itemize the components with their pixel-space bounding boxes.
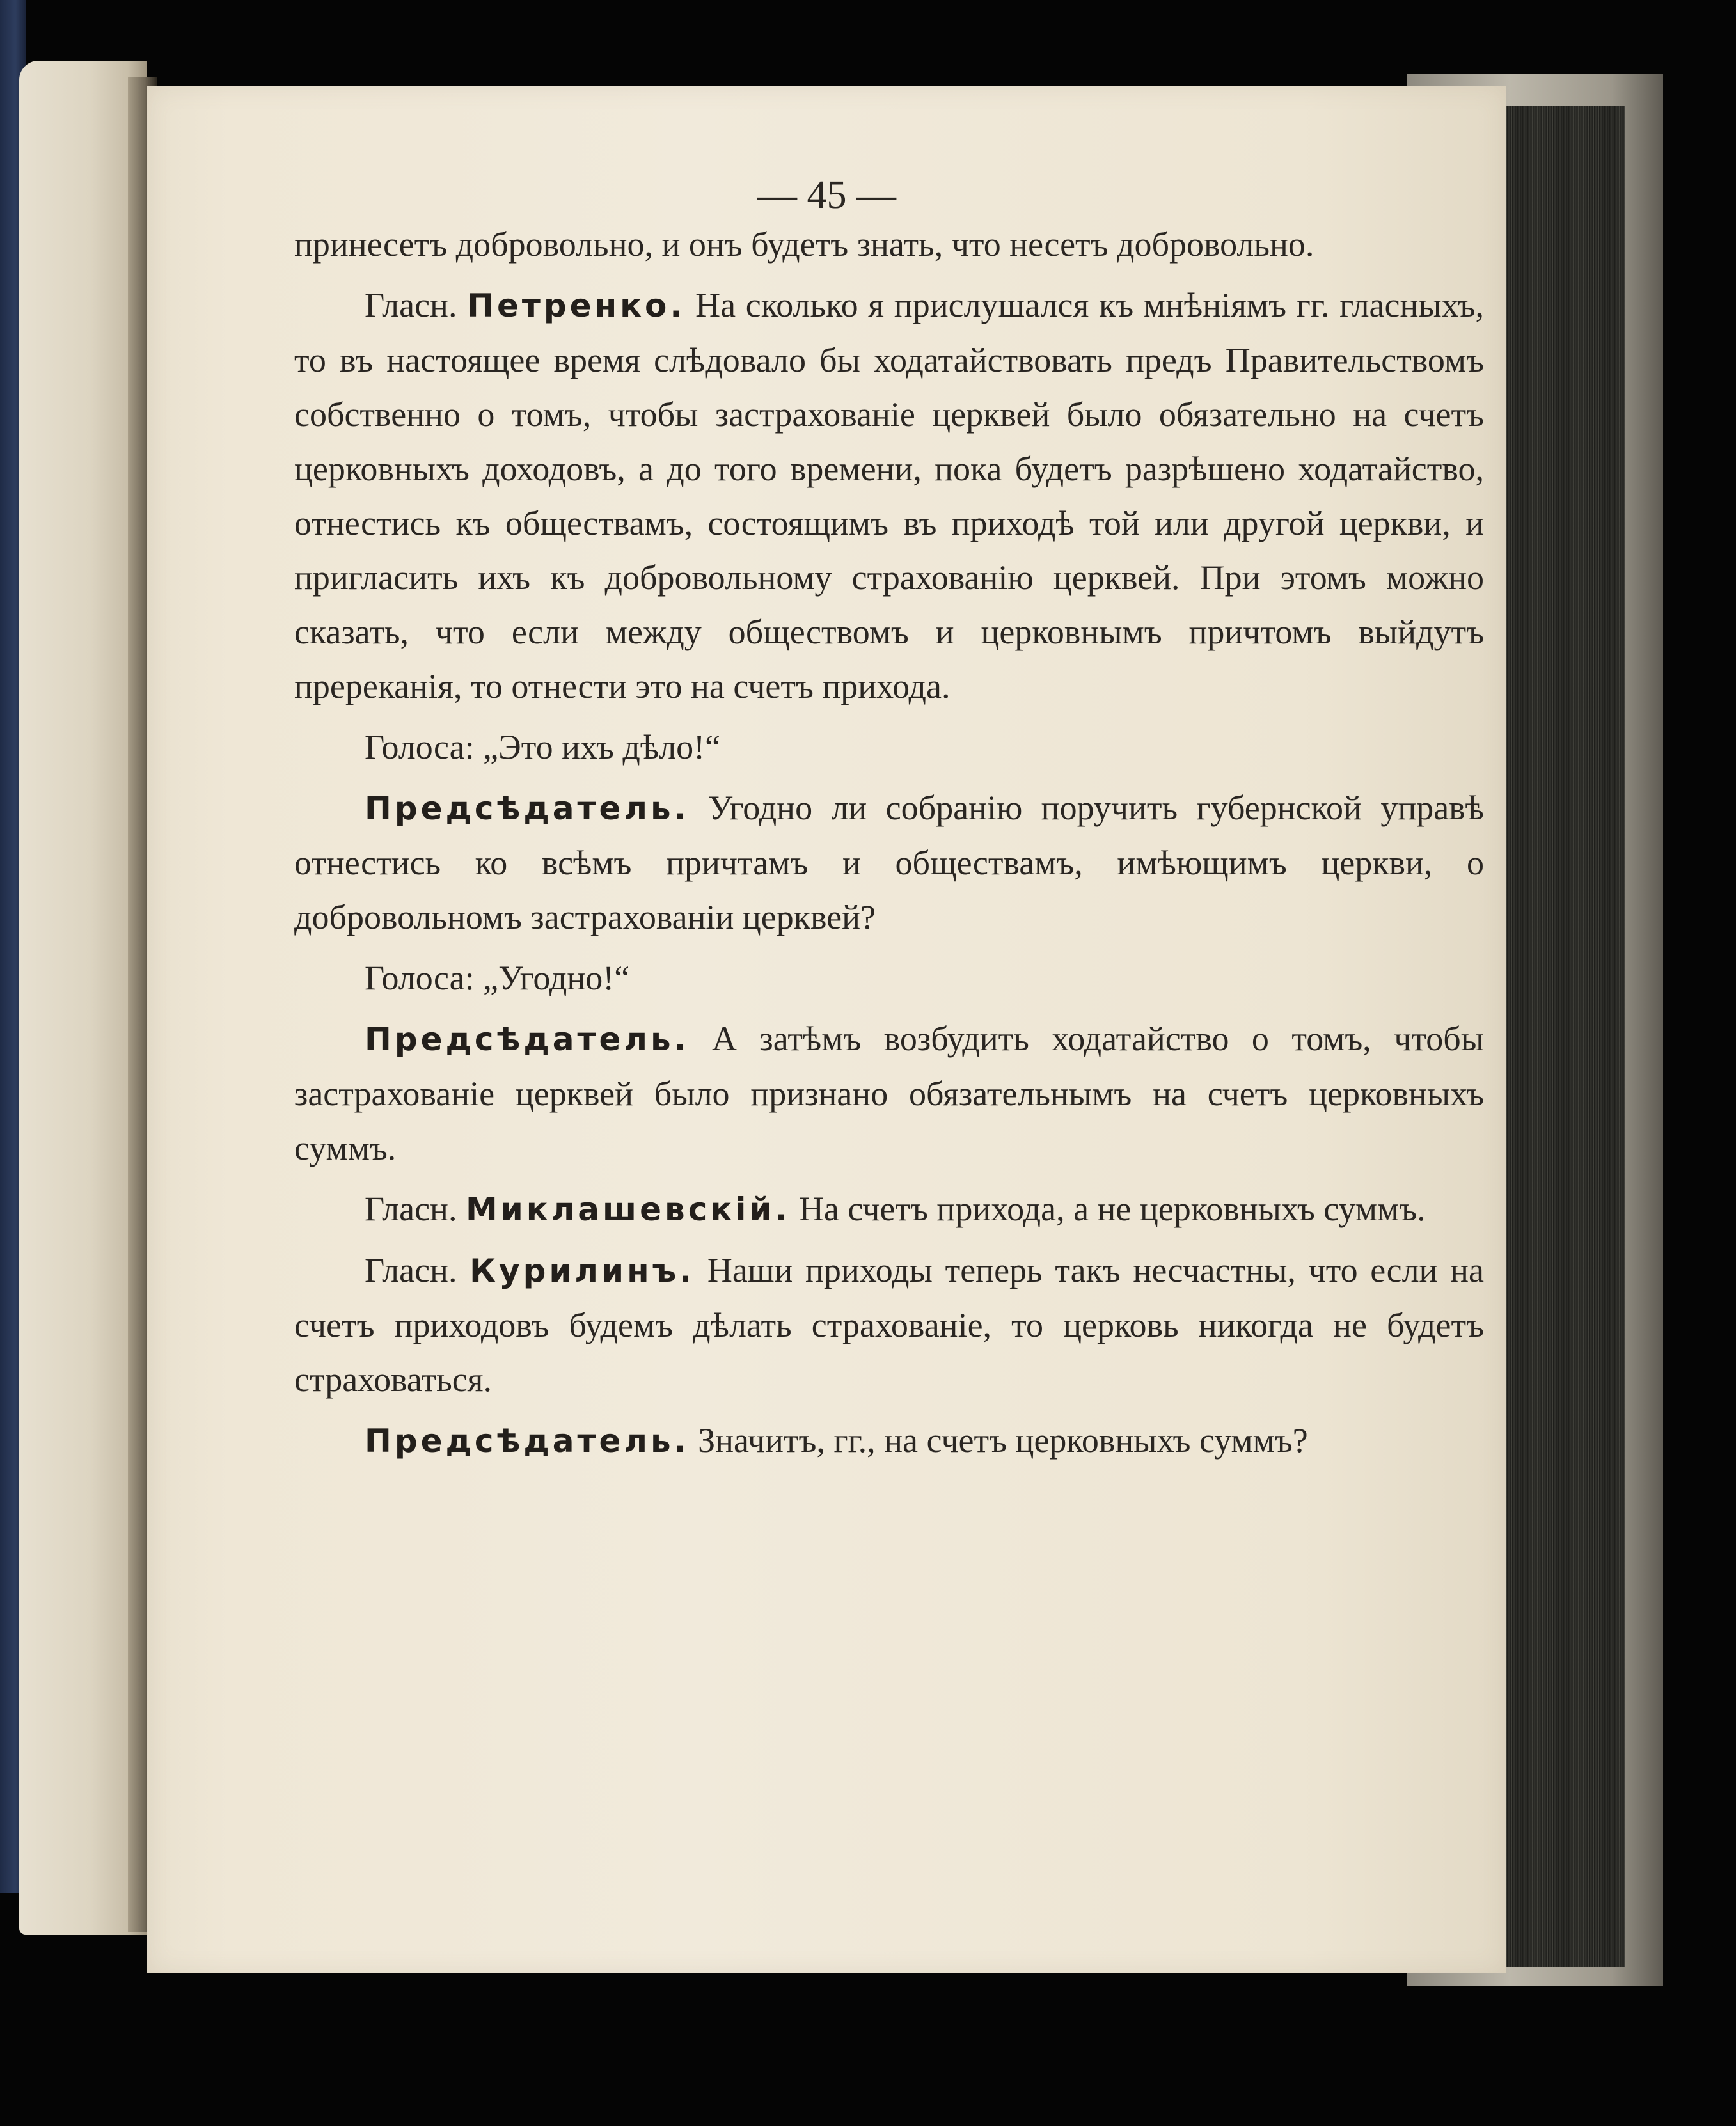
speaker-name: Предсѣдатель. xyxy=(365,790,690,827)
paragraph xyxy=(294,1182,1484,1237)
paragraph-text: А затѣмъ возбудить ходатайство о томъ, чтобы застрахованіе церквей было признано обязательнымъ на счетъ церковныхъ суммъ. xyxy=(294,1020,1484,1167)
paragraph xyxy=(294,217,1484,272)
paragraph xyxy=(294,278,1484,714)
speaker-name: Курилинъ. xyxy=(470,1252,695,1289)
speaker-prefix: Гласн. xyxy=(365,1251,470,1289)
speaker-name: Предсѣдатель. xyxy=(365,1021,690,1058)
page-number: — 45 — xyxy=(757,173,896,217)
speaker-prefix: Гласн. xyxy=(365,286,468,324)
paragraph-text: На счетъ прихода, а не церковныхъ суммъ. xyxy=(790,1190,1426,1228)
paragraph xyxy=(294,720,1484,775)
paragraph xyxy=(294,1243,1484,1407)
page-fore-edge xyxy=(1497,106,1625,1967)
paragraph-text: Угодно ли собранію поручить губернской управѣ отнестись ко всѣмъ причтамъ и обществамъ, имѣющимъ церкви, о добровольномъ застрахованіи церквей? xyxy=(294,789,1484,936)
paragraph-text: Голоса: „Это ихъ дѣло!“ xyxy=(365,728,721,766)
book-page xyxy=(147,86,1506,1973)
paragraph xyxy=(294,781,1484,945)
speaker-name: Миклашевскій. xyxy=(465,1191,791,1228)
paragraph xyxy=(294,1012,1484,1176)
page-text xyxy=(294,217,1484,1475)
paragraph-text: принесетъ добровольно, и онъ будетъ знать, что несетъ добровольно. xyxy=(294,225,1314,264)
paragraph-text: На сколько я прислушался къ мнѣніямъ гг. гласныхъ, то въ настоящее время слѣдовало бы ходатайствовать предъ Правительствомъ собственно о томъ, чтобы застрахованіе церквей было обязательно на счетъ церковныхъ доходовъ, а до того времени, пока будетъ разрѣшено ходатайство, отнестись къ обществамъ, состоящимъ въ приходѣ той или другой церкви, и пригласить ихъ къ добровольному страхованію церквей. При этомъ можно сказать, что если между обществомъ и церковнымъ причтомъ выйдутъ пререканія, то отнести это на счетъ прихода. xyxy=(294,286,1484,705)
paragraph-text: Наши приходы теперь такъ несчастны, что если на счетъ приходовъ будемъ дѣлать страхованіе, то церковь никогда не будетъ страховаться. xyxy=(294,1251,1484,1399)
paragraph-text: Значитъ, гг., на счетъ церковныхъ суммъ? xyxy=(689,1421,1308,1460)
speaker-name: Предсѣдатель. xyxy=(365,1422,690,1460)
paragraph xyxy=(294,1413,1484,1469)
paragraph xyxy=(294,951,1484,1005)
speaker-name: Петренко. xyxy=(467,287,686,324)
speaker-prefix: Гласн. xyxy=(365,1190,466,1228)
paragraph-text: Голоса: „Угодно!“ xyxy=(365,959,630,997)
